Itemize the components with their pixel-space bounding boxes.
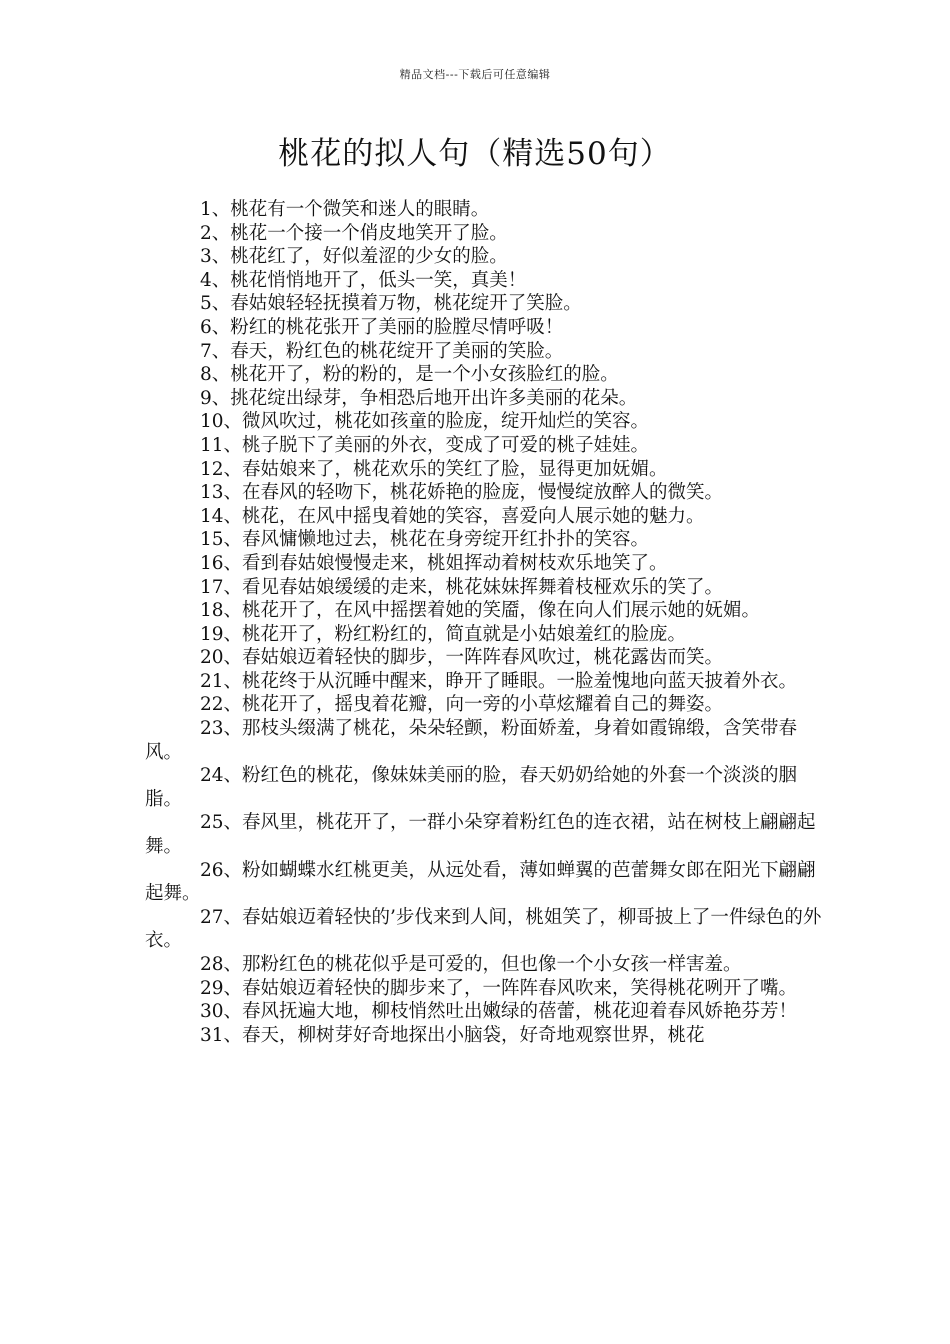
- sentence-item: 22、桃花开了，摇曳着花瓣，向一旁的小草炫耀着自己的舞姿。: [200, 694, 724, 716]
- sentence-item: 26、粉如蝴蝶水红桃更美，从远处看，薄如蝉翼的芭蕾舞女郎在阳光下翩翩起舞。: [145, 859, 816, 905]
- sentence-item: 13、在春风的轻吻下，桃花娇艳的脸庞，慢慢绽放醉人的微笑。: [200, 482, 724, 504]
- sentence-item: 9、挑花绽出绿芽，争相恐后地开出许多美丽的花朵。: [200, 387, 638, 409]
- sentence-item: 4、桃花悄悄地开了，低头一笑，真美！: [200, 269, 527, 291]
- sentence-item: 10、微风吹过，桃花如孩童的脸庞，绽开灿烂的笑容。: [200, 411, 650, 433]
- sentence-list: [145, 198, 825, 1047]
- page-title: 桃花的拟人句（精选50句）: [278, 136, 672, 172]
- sentence-item: 12、春姑娘来了，桃花欢乐的笑红了脸，显得更加妩媚。: [200, 458, 668, 480]
- sentence-item: 6、粉红的桃花张开了美丽的脸膛尽情呼吸！: [200, 316, 564, 338]
- sentence-item: 14、桃花，在风中摇曳着她的笑容，喜爱向人展示她的魅力。: [200, 505, 705, 527]
- sentence-item: 21、桃花终于从沉睡中醒来，睁开了睡眼。一脸羞愧地向蓝天披着外衣。: [200, 670, 798, 692]
- sentence-item: 20、春姑娘迈着轻快的脚步，一阵阵春风吹过，桃花露齿而笑。: [200, 647, 724, 669]
- sentence-item: 17、看见春姑娘缓缓的走来，桃花妹妹挥舞着枝桠欢乐的笑了。: [200, 576, 724, 598]
- sentence-item: 29、春姑娘迈着轻快的脚步来了，一阵阵春风吹来，笑得桃花咧开了嘴。: [200, 977, 798, 999]
- sentence-item: 31、春天，柳树芽好奇地探出小脑袋，好奇地观察世界，桃花: [200, 1024, 705, 1046]
- sentence-item: 24、粉红色的桃花，像妹妹美丽的脸，春天奶奶给她的外套一个淡淡的胭脂。: [145, 765, 798, 810]
- sentence-item: 19、桃花开了，粉红粉红的，简直就是小姑娘羞红的脸庞。: [200, 623, 687, 645]
- sentence-item: 15、春风慵懒地过去，桃花在身旁绽开红扑扑的笑容。: [200, 529, 650, 551]
- sentence-item: 11、桃子脱下了美丽的外衣，变成了可爱的桃子娃娃。: [200, 434, 650, 456]
- sentence-item: 27、春姑娘迈着轻快的’步伐来到人间，桃姐笑了，柳哥披上了一件绿色的外衣。: [145, 906, 822, 952]
- sentence-item: 18、桃花开了，在风中摇摆着她的笑靥，像在向人们展示她的妩媚。: [200, 600, 761, 622]
- sentence-item: 8、桃花开了，粉的粉的，是一个小女孩脸红的脸。: [200, 364, 619, 386]
- sentence-item: 28、那粉红色的桃花似乎是可爱的，但也像一个小女孩一样害羞。: [200, 954, 742, 975]
- sentence-item: 7、春天，粉红色的桃花绽开了美丽的笑脸。: [200, 340, 564, 362]
- header-note: 精品文档---下载后可任意编辑: [399, 68, 551, 81]
- sentence-item: 5、春姑娘轻轻抚摸着万物，桃花绽开了笑脸。: [200, 293, 582, 315]
- sentence-item: 3、桃花红了，好似羞涩的少女的脸。: [200, 246, 508, 268]
- sentence-item: 1、桃花有一个微笑和迷人的眼睛。: [200, 199, 490, 220]
- sentence-item: 23、那枝头缀满了桃花，朵朵轻颤，粉面娇羞，身着如霞锦缎，含笑带春风。: [145, 718, 798, 763]
- sentence-item: 2、桃花一个接一个俏皮地笑开了脸。: [200, 222, 508, 244]
- sentence-item: 30、春风抚遍大地，柳枝悄然吐出嫩绿的蓓蕾，桃花迎着春风娇艳芬芳！: [200, 1001, 798, 1023]
- sentence-item: 25、春风里，桃花开了，一群小朵穿着粉红色的连衣裙，站在树枝上翩翩起舞。: [145, 812, 816, 858]
- sentence-item: 16、看到春姑娘慢慢走来，桃姐挥动着树枝欢乐地笑了。: [200, 552, 668, 574]
